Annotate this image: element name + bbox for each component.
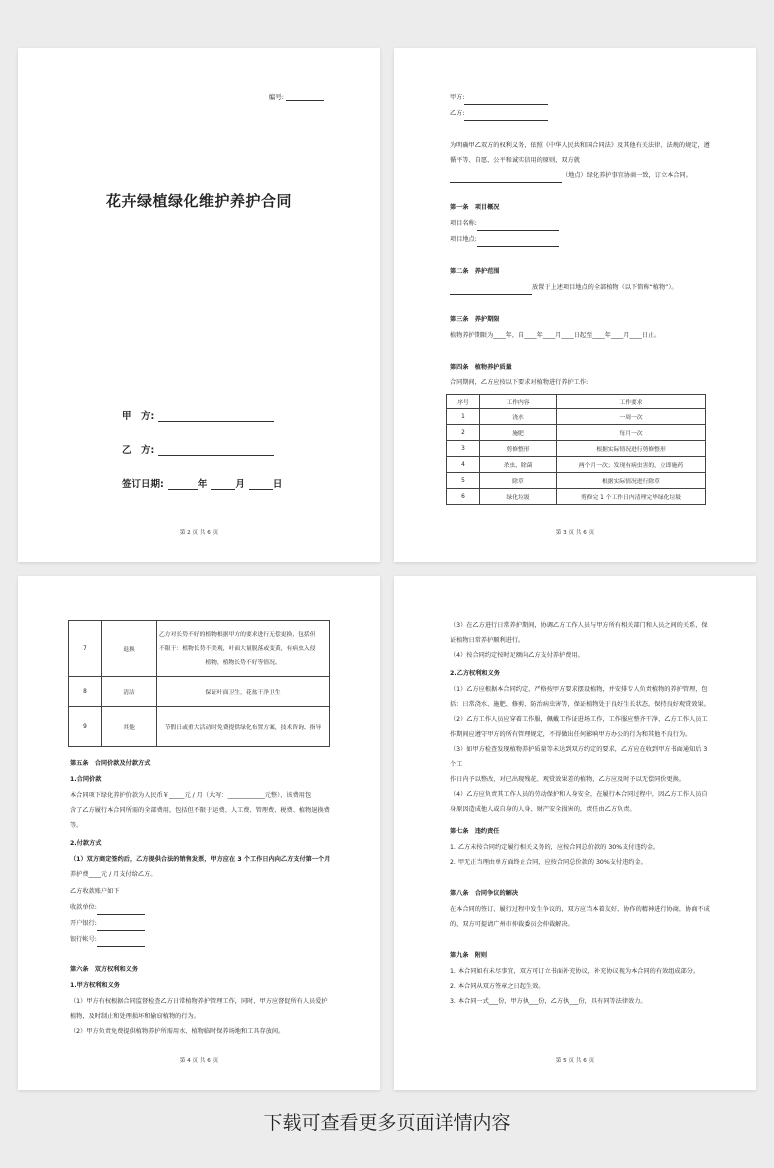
care-requirements-table: [446, 394, 706, 505]
duty-line: （3）如甲方检查发现植物养护质量等未达到双方约定的要求，乙方应在收到甲方书面通知后 3 个工: [450, 746, 708, 768]
day-blank: [249, 489, 273, 490]
duty-line: 证植物日常养护顺利进行。: [450, 637, 525, 644]
scope-blank: [450, 294, 532, 295]
party-a-label: 甲方:: [450, 94, 465, 101]
table-cell: [157, 621, 330, 677]
party-a-blank: [464, 104, 548, 105]
table-row: [447, 409, 706, 425]
table-cell: 绿化垃圾: [480, 489, 557, 505]
party-b-label: 乙 方:: [122, 445, 155, 456]
duty-line: （2）乙方工作人员应穿着工作服，佩戴工作证进场工作，工作服应整齐干净，乙方工作人员工: [450, 716, 708, 723]
article-9-title: 第九条 附则: [450, 952, 488, 959]
project-name-blank: [477, 230, 559, 231]
place-blank: [450, 182, 562, 183]
price-title: 1.合同价款: [70, 776, 102, 783]
article-2-title: 第二条 养护范围: [450, 268, 500, 275]
table-cell: 施肥: [480, 425, 557, 441]
table-cell: 杀虫、除菌: [480, 457, 557, 473]
duty-line: 括：日常浇水、施肥、修剪、防治病虫害等，保证植物处于良好生长状态，保持良好观赏效果。: [450, 701, 710, 708]
page-footer: 第 4 页 共 6 页: [179, 1058, 219, 1064]
party-a-line: [450, 90, 548, 105]
duty-line: （3）在乙方进行日常养护期间，协调乙方工作人员与甲方所有相关部门和人员之间的关系，保: [450, 622, 708, 629]
article-8-title: 第八条 合同争议的解决: [450, 890, 519, 897]
clause-line: 在本合同的签订、履行过程中发生争议的，双方应当本着友好、协作的精神进行协商，协商不成: [450, 906, 710, 913]
table-row: [69, 677, 330, 707]
party-b-blank: [158, 455, 274, 456]
month-blank: [211, 489, 235, 490]
article-4-text: 合同期间，乙方应按以下要求对植物进行养护工作:: [450, 379, 589, 386]
account-no-line: [70, 932, 145, 947]
table-cell: 浇水: [480, 409, 557, 425]
party-b-label: 乙方:: [450, 110, 465, 117]
payment-title: 2.付款方式: [70, 840, 102, 847]
price-line: 含了乙方履行本合同所需的全部费用，包括但不限于运费、人工费、管理费、税费、植物退换费: [70, 807, 330, 814]
contract-number: [269, 92, 324, 101]
article-2-text: [450, 280, 678, 295]
duty-line: （4）乙方应负责其工作人员的劳动保护和人身安全，在履行本合同过程中，因乙方工作人员自: [450, 791, 708, 798]
sign-date-label: 签订日期:: [122, 479, 164, 490]
article-2-body: 放置于上述项目地点的全部植物（以下简称“植物”）。: [532, 284, 678, 291]
page-footer: 第 2 页 共 6 页: [179, 530, 219, 536]
table-cell: 一周一次: [557, 409, 706, 425]
payment-text: [70, 852, 332, 882]
intro-line: 循平等、自愿、公平和诚实信用的原则，双方就: [450, 157, 580, 164]
article-3-text: 植物养护期限为____年，自____年____月____日起至____年____月____日止。: [450, 332, 661, 339]
care-requirements-table-cont: [68, 620, 330, 747]
day-label: 日: [272, 479, 283, 490]
duty-line: 作期间应遵守甲方的所有管理规定，不得做出任何影响甲方办公的行为和其他不良行为。: [450, 731, 692, 738]
article-9-text: [450, 964, 710, 1009]
clause-line: 3. 本合同一式___份，甲方执___份，乙方执___份，具有同等法律效力。: [450, 998, 647, 1005]
table-cell: 3: [447, 441, 480, 457]
account-no-blank: [97, 946, 145, 947]
duty-line: （2）甲方负责免费提供植物养护所需用水、植物临时保养场地和工具存放间。: [70, 1028, 285, 1035]
article-8-text: [450, 902, 710, 932]
account-no-label: 银行帐号:: [70, 936, 97, 943]
project-place-label: 项目地点:: [450, 236, 477, 243]
project-place-blank: [477, 246, 559, 247]
page-footer: 第 3 页 共 6 页: [555, 530, 595, 536]
table-cell: 保证叶面卫生，花盆干净卫生: [157, 677, 330, 707]
article-3-title: 第三条 养护期限: [450, 316, 500, 323]
contract-number-blank: [286, 100, 324, 101]
table-cell: 退换: [102, 621, 157, 677]
article-5-title: 第五条 合同价款及付款方式: [70, 760, 151, 767]
price-line: 本合同项下绿化养护价款为人民币￥_____元 / 月（大写：____________元整），该费用包: [70, 792, 312, 799]
duty-line: （1）甲方有权根据合同监督检查乙方日常植物养护管理工作，同时，甲方应督促所有人员爱护: [70, 998, 328, 1005]
project-name-label: 项目名称:: [450, 220, 477, 227]
page-terms-2: [18, 576, 380, 1090]
contract-title: 花卉绿植绿化维护养护合同: [105, 192, 292, 210]
clause-line: 1. 乙方未按合同约定履行相关义务的，应按合同总价款的 30%支付违约金。: [450, 844, 660, 851]
party-b-duties-text: [450, 682, 710, 817]
price-line: 等。: [70, 822, 83, 829]
table-cell: 清洁: [102, 677, 157, 707]
table-cell: 4: [447, 457, 480, 473]
intro-line: [450, 168, 710, 183]
account-unit-line: [70, 900, 145, 915]
download-caption: 下载可查看更多页面详情内容: [263, 1112, 511, 1134]
project-place-line: [450, 232, 559, 247]
table-cell: 两个月一次；发现有病虫害的，立即施药: [557, 457, 706, 473]
table-cell: 每月一次: [557, 425, 706, 441]
clause-line: 2. 甲无正当理由单方面终止合同，应按合同总价款的 30%支付违约金。: [450, 859, 647, 866]
table-cell: 其他: [102, 707, 157, 747]
page-cover: [18, 48, 380, 562]
party-a-label: 甲 方:: [122, 411, 155, 422]
party-a-duties-text: [70, 994, 332, 1039]
payment-line: （1）双方商定签约后，乙方提供合法的销售发票，甲方应在 3 个工作日内向乙方支付第一个月: [70, 856, 331, 863]
party-b-row: [122, 442, 274, 456]
table-row: [69, 707, 330, 747]
table-cell: 剪修完 1 个工作日内清理完毕绿化垃圾: [557, 489, 706, 505]
account-unit-blank: [97, 914, 145, 915]
table-cell: 剪修整形: [480, 441, 557, 457]
table-cell: 9: [69, 707, 102, 747]
intro-line-text: （地点）绿化养护事宜协商一致，订立本合同。: [562, 172, 692, 179]
article-7-text: [450, 840, 710, 870]
sign-date-row: [122, 476, 282, 490]
price-text: [70, 788, 332, 833]
table-cell: 根据实际情况进行除草: [557, 473, 706, 489]
table-row: [447, 425, 706, 441]
table-header-row: [447, 395, 706, 409]
contract-number-label: 编号:: [268, 93, 284, 101]
table-row: [447, 441, 706, 457]
clause-line: 的，双方可提请广州市仲裁委员会仲裁解决。: [450, 921, 574, 928]
project-name-line: [450, 216, 559, 231]
duty-line: 作日内予以整改，对已出现残花、观赏效果差的植物，乙方应及时予以无偿同价更换。: [450, 776, 686, 783]
page-terms-3: [394, 576, 756, 1090]
intro-line: 为明确甲乙双方的权利义务，依照《中华人民共和国合同法》及其他有关法律、法规的规定，遵: [450, 142, 710, 149]
table-cell: 2: [447, 425, 480, 441]
page-terms-1: [394, 48, 756, 562]
table-cell: 除草: [480, 473, 557, 489]
table-row: [447, 473, 706, 489]
account-unit-label: 收款单位:: [70, 904, 97, 911]
payment-line: 养护费____元 / 月支付给乙方。: [70, 871, 157, 878]
intro-paragraph: [450, 138, 710, 183]
table-header: 序号: [447, 395, 480, 409]
duty-line: （4）按合同约定按时足额向乙方支付养护费用。: [450, 652, 584, 659]
table-cell: 6: [447, 489, 480, 505]
duty-line: （1）乙方应根据本合同约定，严格按甲方要求摆设植物，并安排专人负责植物的养护管理，包: [450, 686, 708, 693]
clause-line: 2. 本合同从双方签章之日起生效。: [450, 983, 545, 990]
party-a-blank: [158, 421, 274, 422]
duty-line: 身原因造成他人或自身的人身、财产安全损害的，责任由乙方负责。: [450, 806, 636, 813]
article-6-title: 第六条 双方权利和义务: [70, 966, 139, 973]
article-4-title: 第四条 植物养护质量: [450, 364, 512, 371]
table-header: 工作内容: [480, 395, 557, 409]
party-a-row: [122, 408, 274, 422]
table-header: 工作要求: [557, 395, 706, 409]
party-b-blank: [464, 120, 548, 121]
duty-line: 植物，及时制止和处理损坏和偷窃植物的行为。: [70, 1013, 200, 1020]
table-cell: 1: [447, 409, 480, 425]
month-label: 月: [235, 479, 245, 490]
page-footer: 第 5 页 共 6 页: [555, 1058, 595, 1064]
table-cell: 5: [447, 473, 480, 489]
article-7-title: 第七条 违约责任: [450, 828, 500, 835]
party-b-duties-title: 2.乙方权利和义务: [450, 670, 500, 677]
cell-line: 植物，植物长势不好等情况。: [205, 659, 281, 666]
cell-line: 不限于：植物长势不美观，叶面大量脱落或变黄，有病虫入侵: [159, 645, 316, 652]
year-blank: [168, 489, 198, 490]
table-row: [447, 457, 706, 473]
cell-line: 乙方对长势不好的植物根据甲方的要求进行无偿更换，包括但: [159, 631, 316, 638]
table-cell: 节假日或重大活动时免费提供绿化布置方案，技术咨询、指导: [157, 707, 330, 747]
year-label: 年: [197, 479, 208, 490]
table-row: [447, 489, 706, 505]
account-title: 乙方收款账户如下: [70, 888, 120, 895]
account-bank-blank: [97, 930, 145, 931]
party-a-duties-cont: [450, 618, 710, 663]
table-cell: 7: [69, 621, 102, 677]
account-bank-line: [70, 916, 145, 931]
clause-line: 1. 本合同如有未尽事宜，双方可订立书面补充协议，补充协议视为本合同的有效组成部分。: [450, 968, 700, 975]
table-cell: 根据实际情况进行剪修整形: [557, 441, 706, 457]
article-1-title: 第一条 项目概况: [450, 204, 500, 211]
account-bank-label: 开户银行:: [70, 920, 97, 927]
party-a-duties-title: 1.甲方权利和义务: [70, 982, 120, 989]
table-cell: 8: [69, 677, 102, 707]
table-row: [69, 621, 330, 677]
party-b-line: [450, 106, 548, 121]
